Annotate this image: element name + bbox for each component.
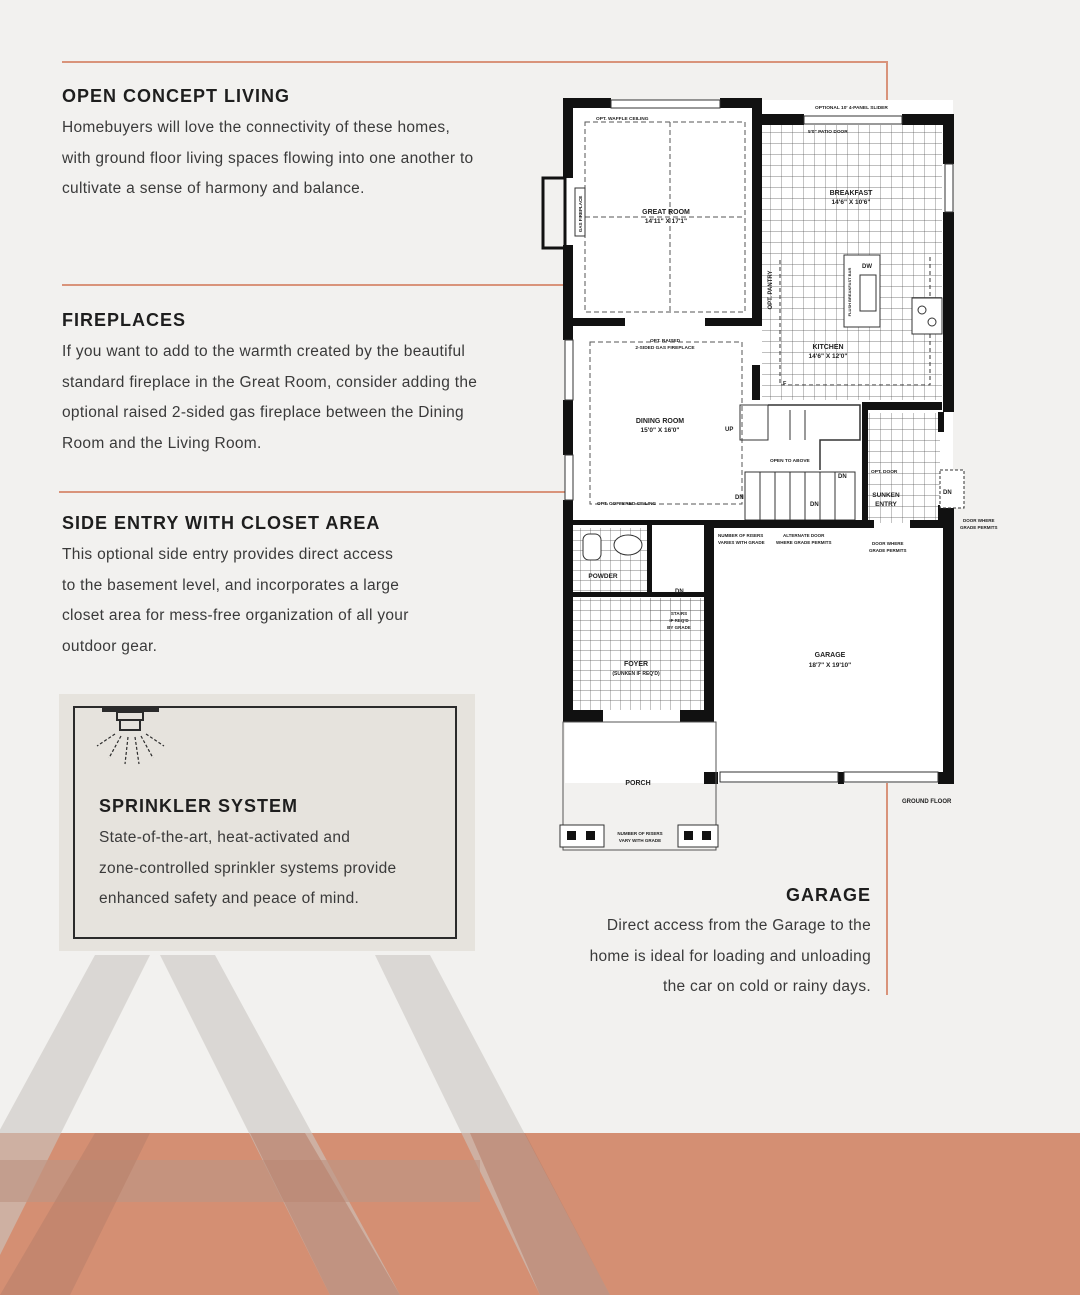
- note-porch-risers-1: NUMBER OF RISERS: [617, 831, 663, 836]
- label-garage-size: 18'7" X 19'10": [808, 662, 852, 669]
- sprinkler-icon: [95, 706, 167, 768]
- label-great-room: GREAT ROOM: [642, 209, 690, 216]
- body-line: home is ideal for loading and unloading: [589, 947, 871, 965]
- label-garage: GARAGE: [814, 652, 846, 659]
- note-up: UP: [725, 427, 734, 433]
- body-line: enhanced safety and peace of mind.: [99, 890, 360, 907]
- note-dw: DW: [862, 264, 872, 270]
- body-line: the car on cold or rainy days.: [662, 978, 871, 995]
- body-line: to the basement level, and incorporates a large: [62, 576, 400, 594]
- body-line: outdoor gear.: [62, 637, 158, 655]
- label-foyer-note: (SUNKEN IF REQ'D): [612, 671, 660, 677]
- label-kitchen: KITCHEN: [812, 344, 844, 351]
- note-gas-fireplace: GAS FIREPLACE: [578, 195, 583, 233]
- open-concept-body: [62, 113, 542, 205]
- label-foyer: FOYER: [623, 661, 649, 668]
- note-dn-4: DN: [943, 490, 952, 496]
- body-line: zone-controlled sprinkler systems provide: [99, 859, 397, 877]
- note-dn-2: DN: [810, 502, 819, 508]
- note-coffered: OPT. COFFERED CEILING: [597, 502, 657, 507]
- note-flush-bar: FLUSH BREAKFAST BAR: [847, 267, 852, 317]
- garage-body: [531, 911, 871, 1003]
- body-line: This optional side entry provides direct access: [62, 546, 394, 563]
- side-entry-body: [62, 540, 542, 662]
- note-door-side-2: GRADE PERMITS: [960, 525, 998, 530]
- label-porch: PORCH: [625, 780, 651, 787]
- note-dn-5: DN: [675, 589, 684, 595]
- sprinkler-body: [99, 823, 449, 915]
- note-ground-floor: GROUND FLOOR: [902, 799, 952, 805]
- note-door-where-2: GRADE PERMITS: [869, 548, 907, 553]
- label-sunken: SUNKEN: [872, 492, 900, 499]
- label-pantry: OPT. PANTRY: [768, 270, 774, 310]
- body-line: closet area for mess-free organization of all your: [62, 607, 409, 624]
- note-dn-1: DN: [735, 495, 744, 501]
- note-alt-door-2: WHERE GRADE PERMITS: [776, 540, 832, 545]
- body-line: with ground floor living spaces flowing into one another to: [62, 149, 474, 167]
- note-open-to-above: OPEN TO ABOVE: [770, 459, 810, 464]
- label-powder: POWDER: [588, 573, 618, 580]
- note-porch-risers-2: VARY WITH GRADE: [618, 838, 662, 843]
- body-line: standard fireplace in the Great Room, consider adding the: [62, 373, 478, 391]
- note-door-side-1: DOOR WHERE: [963, 518, 995, 523]
- body-line: cultivate a sense of harmony and balance.: [62, 180, 365, 197]
- body-line: State-of-the-art, heat-activated and: [99, 829, 351, 846]
- note-waffle: OPT. WAFFLE CEILING: [596, 117, 649, 122]
- sprinkler-title: SPRINKLER SYSTEM: [99, 796, 299, 816]
- body-line: optional raised 2-sided gas fireplace between the Dining: [62, 404, 464, 421]
- label-kitchen-size: 14'6" X 12'0": [808, 353, 848, 360]
- label-breakfast: BREAKFAST: [829, 190, 873, 197]
- note-risers-1: NUMBER OF RISERS: [718, 533, 764, 538]
- body-line: Direct access from the Garage to the: [606, 917, 871, 934]
- label-entry: ENTRY: [875, 501, 897, 508]
- note-slider: OPTIONAL 10' 4-PANEL SLIDER: [815, 106, 888, 111]
- note-fridge: F: [783, 381, 787, 387]
- open-concept-title: OPEN CONCEPT LIVING: [62, 86, 291, 106]
- note-alt-door-1: ALTERNATE DOOR: [783, 533, 825, 538]
- note-opt-raised: OPT. RAISED: [649, 339, 681, 344]
- note-door-where-1: DOOR WHERE: [872, 541, 904, 546]
- note-stairs-2: IF REQ'D: [669, 618, 689, 623]
- fireplaces-title: FIREPLACES: [62, 310, 187, 330]
- garage-title: GARAGE: [785, 885, 871, 905]
- body-line: Homebuyers will love the connectivity of these homes,: [62, 119, 451, 136]
- callout-line-open-concept: [62, 61, 888, 63]
- body-line: Room and the Living Room.: [62, 434, 262, 452]
- floor-plan: [535, 95, 1010, 855]
- note-stairs-1: STAIRS: [670, 611, 688, 616]
- label-breakfast-size: 14'6" X 10'6": [831, 199, 871, 206]
- body-line: If you want to add to the warmth created by the beautiful: [62, 343, 466, 360]
- label-great-room-size: 14'11" X 17'1": [644, 218, 688, 225]
- label-dining-room: DINING ROOM: [635, 418, 685, 425]
- note-2-sided: 2-SIDED GAS FIREPLACE: [635, 346, 695, 351]
- fireplaces-body: [62, 337, 542, 459]
- label-dining-room-size: 15'0" X 16'0": [640, 427, 680, 434]
- note-dn-3: DN: [838, 474, 847, 480]
- note-opt-door: OPT. DOOR: [871, 470, 898, 475]
- note-patio-door: 5'0" PATIO DOOR: [808, 130, 848, 135]
- side-entry-title: SIDE ENTRY WITH CLOSET AREA: [62, 513, 381, 533]
- note-stairs-3: BY GRADE: [667, 625, 691, 630]
- note-risers-2: VARIES WITH GRADE: [718, 540, 765, 545]
